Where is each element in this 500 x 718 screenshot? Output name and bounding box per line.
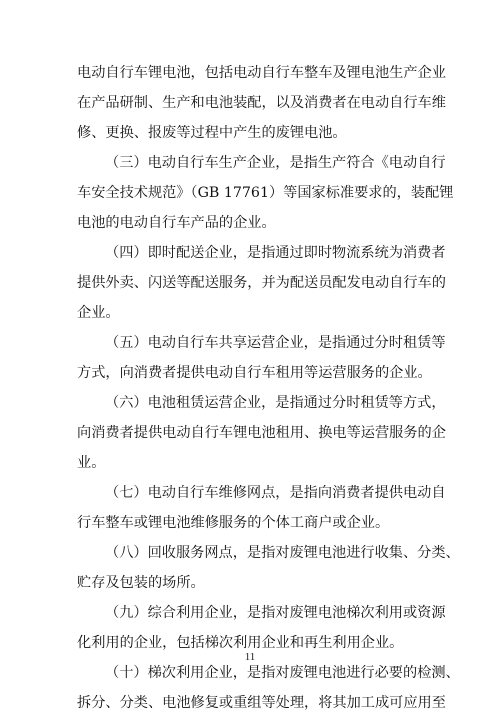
text-line: 拆分、分类、电池修复或重组等处理，将其加工成可应用至	[77, 695, 446, 711]
page-number: 11	[244, 651, 256, 663]
text-line: （九）综合利用企业，是指对废锂电池梯次利用或资源	[105, 605, 446, 621]
text-line: （五）电动自行车共享运营企业，是指通过分时租赁等	[105, 335, 446, 351]
text-line: 电动自行车锂电池，包括电动自行车整车及锂电池生产企业	[77, 65, 446, 81]
text-line: （七）电动自行车维修网点，是指向消费者提供电动自	[105, 485, 446, 501]
text-line: （四）即时配送企业，是指通过即时物流系统为消费者	[105, 245, 446, 261]
text-line: 在产品研制、生产和电池装配，以及消费者在电动自行车维	[77, 95, 446, 111]
text-line: 行车整车或锂电池维修服务的个体工商户或企业。	[77, 515, 390, 531]
body-text	[77, 58, 460, 718]
text-line: （三）电动自行车生产企业，是指生产符合《电动自行	[105, 155, 446, 171]
text-line: 提供外卖、闪送等配送服务，并为配送员配发电动自行车的	[77, 275, 446, 291]
text-line: 化利用的企业，包括梯次利用企业和再生利用企业。	[77, 635, 404, 651]
text-line: 企业。	[77, 305, 120, 321]
text-line: 业。	[77, 455, 106, 471]
text-line: 修、更换、报废等过程中产生的废锂电池。	[77, 125, 347, 141]
text-line: （八）回收服务网点，是指对废锂电池进行收集、分类、	[105, 545, 460, 561]
text-line: 电池的电动自行车产品的企业。	[77, 215, 276, 231]
text-line: （六）电池租赁运营企业，是指通过分时租赁等方式，	[105, 395, 446, 411]
text-line: 向消费者提供电动自行车锂电池租用、换电等运营服务的企	[77, 425, 446, 441]
text-line: 贮存及包装的场所。	[77, 575, 205, 591]
text-line: （十）梯次利用企业，是指对废锂电池进行必要的检测、	[105, 665, 460, 681]
text-line: 方式，向消费者提供电动自行车租用等运营服务的企业。	[77, 365, 432, 381]
text-line: 车安全技术规范》（GB 17761）等国家标准要求的，装配锂	[77, 185, 454, 201]
